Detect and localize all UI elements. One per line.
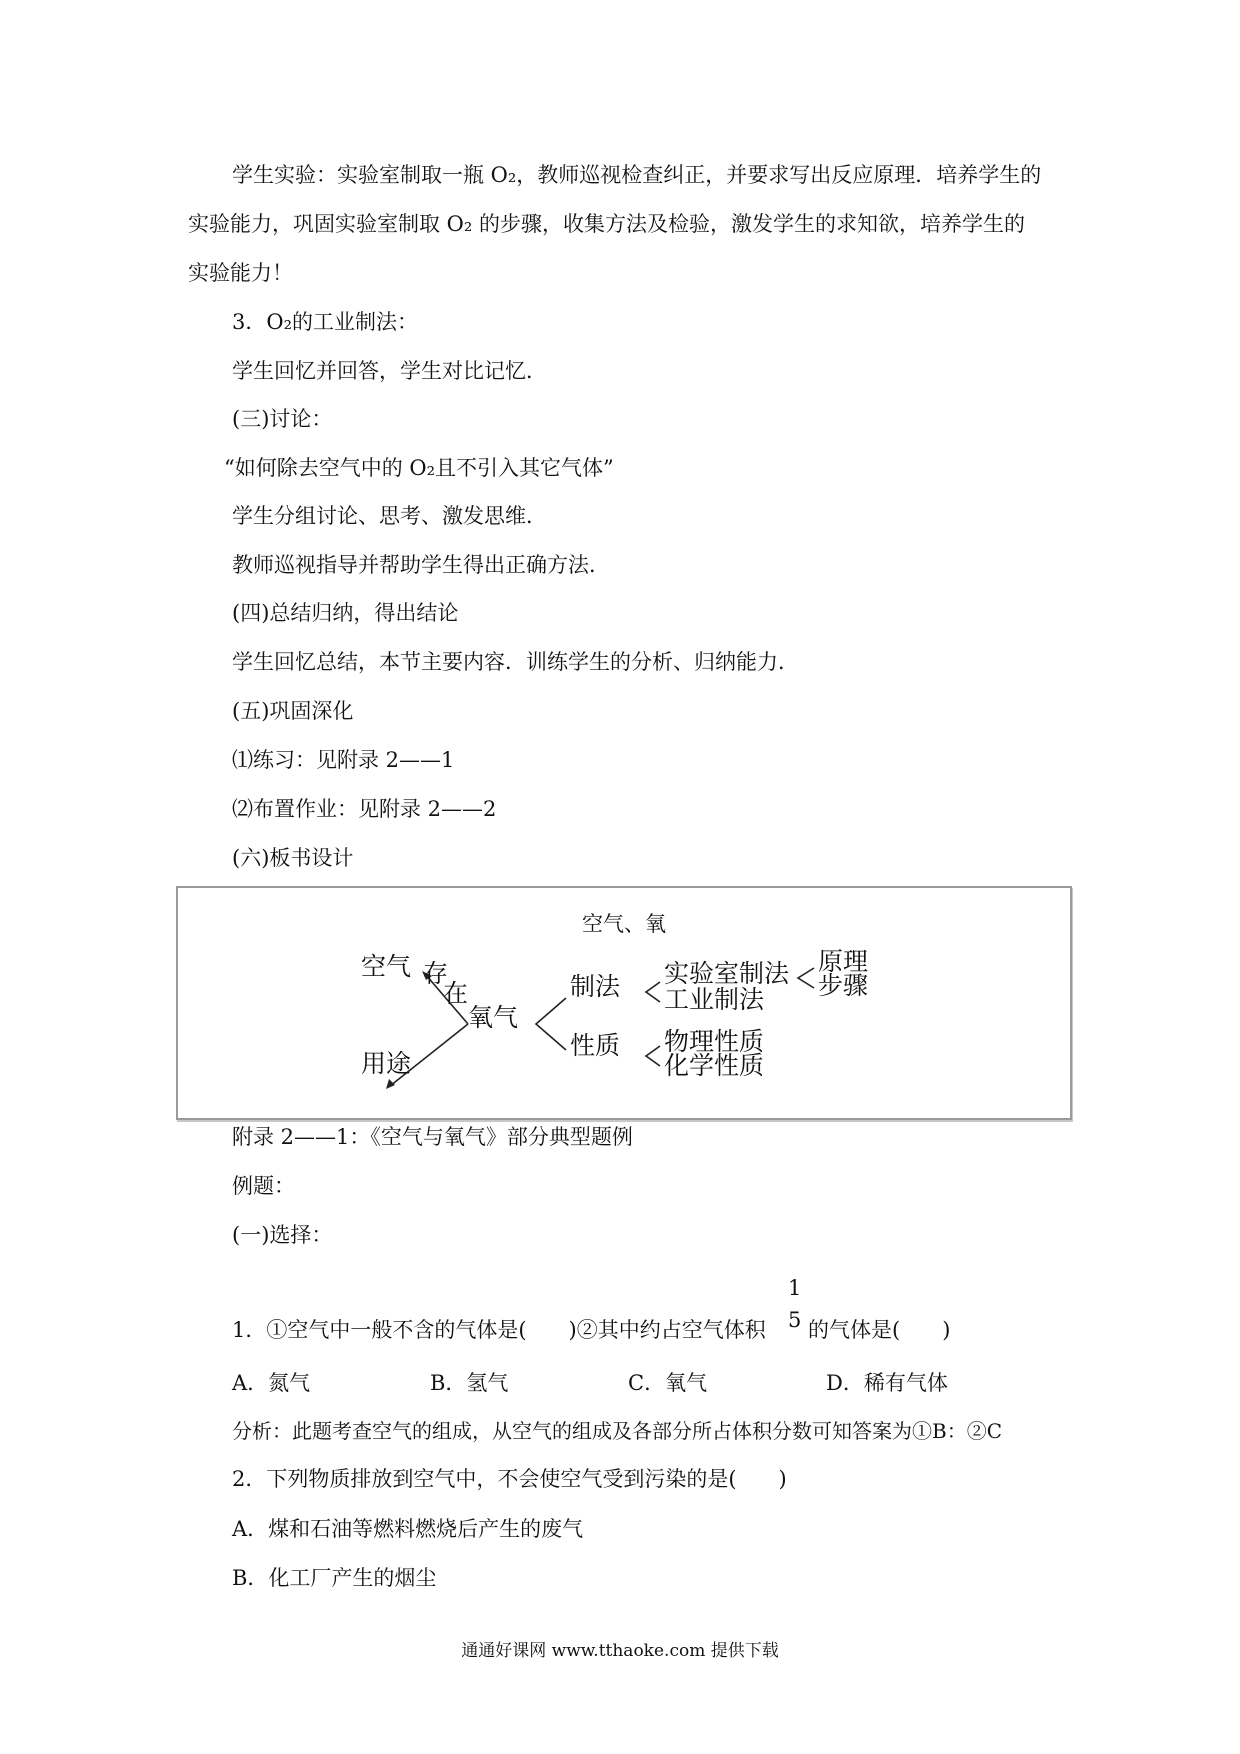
option-d: D．稀有气体	[826, 1371, 948, 1395]
section-heading: (六)板书设计	[232, 846, 354, 870]
bracket-method	[646, 982, 660, 1002]
node-method: 制法	[570, 972, 621, 1001]
paragraph-line: 教师巡视指导并帮助学生得出正确方法．	[232, 553, 610, 577]
label-zai: 在	[443, 979, 469, 1008]
paragraph-line: ⑴练习：见附录 2——1	[232, 748, 455, 772]
node-lab-method: 实验室制法	[664, 959, 790, 988]
paragraph-line: ⑵布置作业：见附录 2——2	[232, 797, 497, 821]
paragraph-line: “如何除去空气中的 O₂且不引入其它气体”	[224, 456, 614, 480]
question-1-part1: 1．①空气中一般不含的气体是( )②其中约占空气体积	[232, 1318, 766, 1342]
node-principle: 原理	[818, 947, 869, 976]
section-heading: (五)巩固深化	[232, 699, 354, 723]
paragraph-line: 学生回忆总结，本节主要内容．训练学生的分析、归纳能力．	[232, 650, 799, 674]
footer-credit: 通通好课网 www.tthaoke.com 提供下载	[461, 1641, 779, 1661]
section-heading: (一)选择：	[232, 1223, 333, 1247]
node-property: 性质	[570, 1031, 621, 1060]
analysis-text: 分析：此题考查空气的组成，从空气的组成及各部分所占体积分数可知答案为①B：②C	[232, 1419, 1002, 1443]
bracket-lab	[798, 968, 814, 988]
node-industry-method: 工业制法	[664, 985, 765, 1014]
example-label: 例题：	[232, 1174, 295, 1198]
question-1-part2: 的气体是( )	[808, 1318, 951, 1342]
option-c: C．氧气	[628, 1371, 708, 1395]
fraction-numerator: 1	[788, 1276, 802, 1300]
node-use: 用途	[361, 1049, 412, 1078]
question-2: 2．下列物质排放到空气中，不会使空气受到污染的是( )	[232, 1467, 787, 1491]
node-physical: 物理性质	[664, 1027, 765, 1056]
arrowhead-use	[386, 1079, 395, 1089]
fraction-denominator: 5	[788, 1308, 802, 1332]
node-chemical: 化学性质	[664, 1051, 765, 1080]
paragraph-line: 学生分组讨论、思考、激发思维．	[232, 504, 547, 528]
bracket-oxygen	[536, 998, 566, 1050]
section-heading: (四)总结归纳，得出结论	[232, 601, 459, 625]
board-title: 空气、氧	[582, 912, 666, 936]
paragraph-line: 学生回忆并回答，学生对比记忆．	[232, 359, 547, 383]
appendix-heading: 附录 2——1：《空气与氧气》部分典型题例	[232, 1125, 633, 1149]
paragraph-line: 学生实验：实验室制取一瓶 O₂，教师巡视检查纠正，并要求写出反应原理．培养学生的	[232, 163, 1042, 187]
node-steps: 步骤	[818, 971, 869, 1000]
paragraph-line: 实验能力，巩固实验室制取 O₂ 的步骤，收集方法及检验，激发学生的求知欲，培养学生的	[188, 212, 1025, 236]
board-connectors	[178, 888, 1070, 1118]
paragraph-line: 3．O₂的工业制法：	[232, 310, 418, 334]
node-oxygen: 氧气	[468, 1003, 519, 1032]
section-heading: (三)讨论：	[232, 407, 333, 431]
board-design-box	[176, 886, 1072, 1120]
node-air: 空气	[361, 952, 412, 981]
paragraph-line: 实验能力！	[188, 261, 293, 285]
question-2-option-a: A．煤和石油等燃料燃烧后产生的废气	[232, 1517, 584, 1541]
option-b: B．氢气	[430, 1371, 509, 1395]
question-2-option-b: B．化工厂产生的烟尘	[232, 1566, 437, 1590]
bracket-property	[646, 1046, 660, 1066]
label-cun: 存	[423, 959, 449, 988]
option-a: A．氮气	[232, 1371, 311, 1395]
